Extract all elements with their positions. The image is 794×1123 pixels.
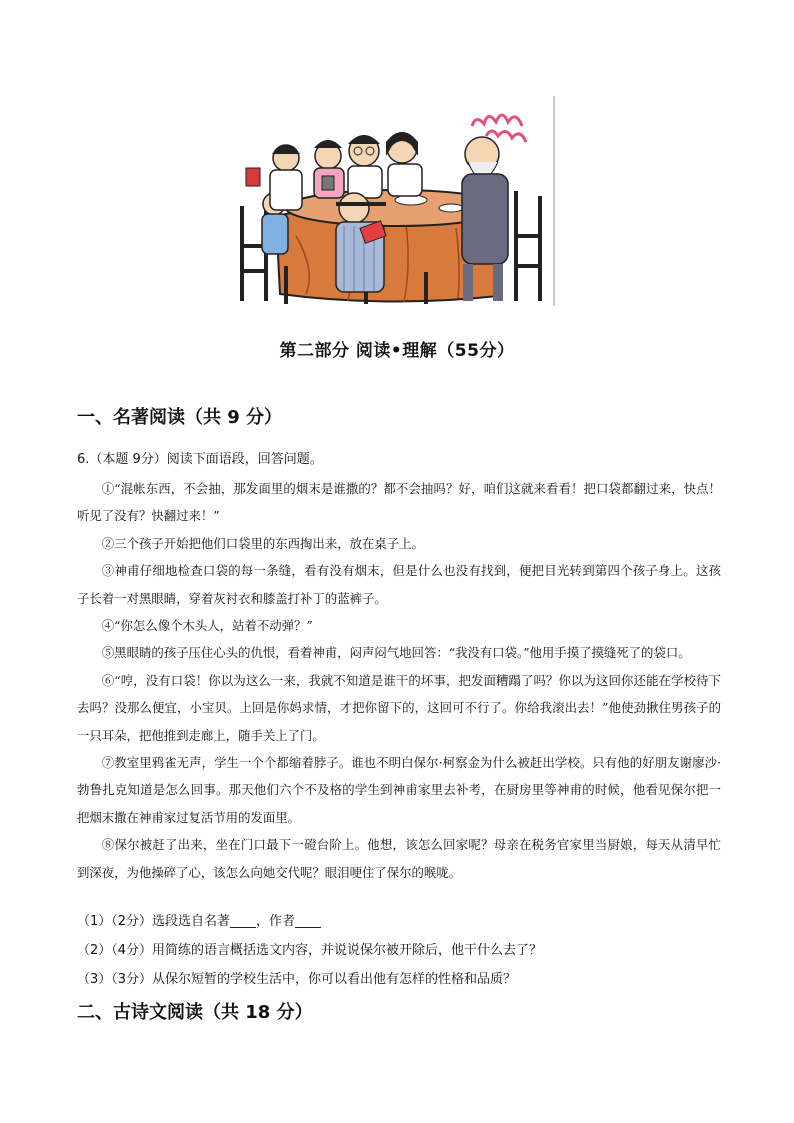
sub-question-list (77, 907, 727, 994)
passage-paragraph: ②三个孩子开始把他们口袋里的东西掏出来，放在桌子上。 (101, 535, 424, 551)
question-intro: 6.（本题 9分）阅读下面语段，回答问题。 (77, 452, 323, 467)
reading-passage (77, 475, 721, 886)
sub-question-3: （3）（3分）从保尔短暂的学校生活中，你可以看出他有怎样的性格和品质？ (77, 972, 517, 987)
sub-question-1: （1）（2分）选段选自名著____，作者____ (77, 914, 322, 929)
passage-paragraph: ⑦教室里鸦雀无声，学生一个个都缩着脖子。谁也不明白保尔·柯察金为什么被赶出学校。只有他的好朋友谢廖沙·勃鲁扎克知道是怎么回事。那天他们六个不及格的学生到神甫家里去补考，在厨房里等神甫的时候，他看见保尔把一把烟末撒在神甫家过复活节用的发面里。 (77, 755, 721, 825)
passage-paragraph: ⑥“哼，没有口袋！你以为这么一来，我就不知道是谁干的坏事，把发面糟蹋了吗？你以为这回你还能在学校待下去吗？没那么便宜，小宝贝。上回是你妈求情，才把你留下的，这回可不行了。你给我滚出去！”他使劲揪住男孩子的一只耳朵，把他推到走廊上，随手关上了门。 (77, 672, 721, 743)
cartoon-illustration (236, 96, 558, 306)
section-title-reading: 一、名著阅读（共 9 分） (77, 407, 283, 428)
passage-paragraph: ⑧保尔被赶了出来，坐在门口最下一磴台阶上。他想，该怎么回家呢？母亲在税务官家里当厨娘，每天从清早忙到深夜，为他操碎了心，该怎么向她交代呢？眼泪哽住了保尔的喉咙。 (77, 837, 721, 880)
sub-question-2: （2）（4分）用简练的语言概括选文内容，并说说保尔被开除后，他干什么去了？ (77, 943, 543, 958)
passage-paragraph: ④“你怎么像个木头人，站着不动弹？” (101, 618, 313, 634)
passage-paragraph: ③神甫仔细地检查口袋的每一条缝，看有没有烟末，但是什么也没有找到，便把目光转到第四个孩子身上。这孩子长着一对黑眼睛，穿着灰衬衣和膝盖打补丁的蓝裤子。 (77, 563, 721, 606)
passage-paragraph: ⑤黑眼睛的孩子压住心头的仇恨，看着神甫，闷声闷气地回答：“我没有口袋。”他用手摸了摸缝死了的袋口。 (101, 645, 691, 661)
section-title-classical: 二、古诗文阅读（共 18 分） (77, 1002, 313, 1023)
passage-paragraph: ①“混帐东西，不会抽，那发面里的烟末是谁撒的？都不会抽吗？好，咱们这就来看看！把口袋都翻过来，快点！听见了没有？快翻过来！” (77, 481, 721, 524)
part-title: 第二部分 阅读•理解（55分） (279, 341, 515, 361)
